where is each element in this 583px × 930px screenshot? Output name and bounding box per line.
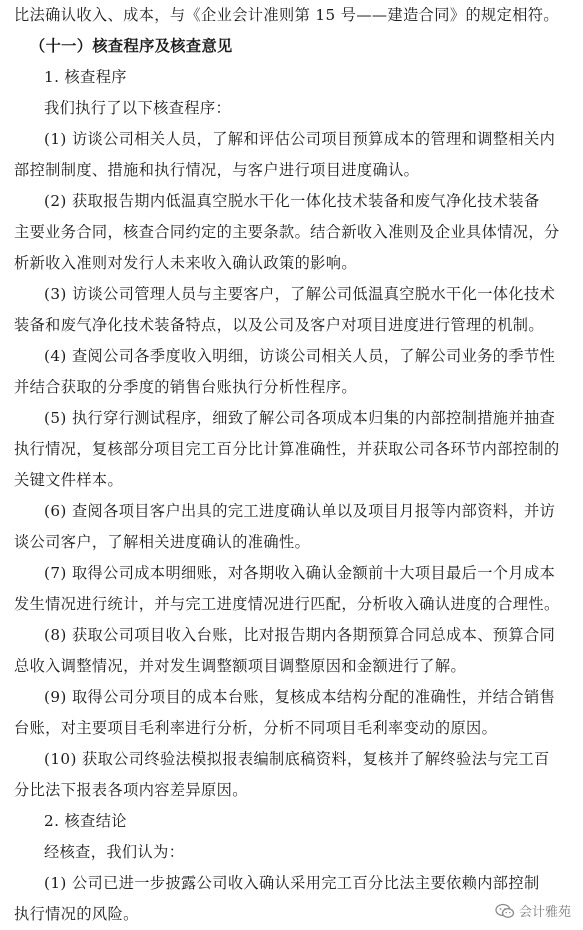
paragraph-line: (6) 查阅各项目客户出具的完工进度确认单以及项目月报等内部资料，并访 — [44, 502, 556, 520]
paragraph-line: (7) 取得公司成本明细账，对各期收入确认金额前十大项目最后一个月成本 — [44, 564, 556, 582]
subsection-heading: 1. 核查程序 — [44, 68, 127, 86]
watermark-text: 会计雅苑 — [518, 905, 571, 920]
paragraph-line: 并结合获取的分季度的销售台账执行分析性程序。 — [14, 378, 357, 396]
paragraph-line: 关键文件样本。 — [14, 471, 124, 489]
paragraph-line: 发生情况进行统计，并与完工进度情况进行匹配，分析收入确认进度的合理性。 — [14, 595, 560, 613]
paragraph-line: (1) 访谈公司相关人员，了解和评估公司项目预算成本的管理和调整相关内 — [44, 130, 556, 148]
paragraph-line: 台账，对主要项目毛利率进行分析，分析不同项目毛利率变动的原因。 — [14, 719, 498, 737]
paragraph-line: 装备和废气净化技术装备特点，以及公司及客户对项目进度进行管理的机制。 — [14, 316, 544, 334]
text-line: 我们执行了以下核查程序： — [44, 99, 232, 117]
paragraph-line: (9) 取得公司分项目的成本台账，复核成本结构分配的准确性，并结合销售 — [44, 688, 556, 706]
section-heading: （十一）核查程序及核查意见 — [30, 37, 233, 55]
wechat-icon — [495, 903, 515, 919]
paragraph-line: (4) 查阅公司各季度收入明细，访谈公司相关人员，了解公司业务的季节性 — [44, 347, 556, 365]
text-line: 比法确认收入、成本，与《企业会计准则第 15 号——建造合同》的规定相符。 — [14, 6, 559, 24]
paragraph-line: 总收入调整情况，并对发生调整额项目调整原因和金额进行了解。 — [14, 657, 467, 675]
watermark — [495, 901, 571, 920]
paragraph-line: 部控制制度、措施和执行情况，与客户进行项目进度确认。 — [14, 161, 420, 179]
paragraph-line: 执行情况，复核部分项目完工百分比计算准确性，并获取公司各环节内部控制的 — [14, 440, 560, 458]
paragraph-line: (1) 公司已进一步披露公司收入确认采用完工百分比法主要依赖内部控制 — [44, 874, 540, 892]
paragraph-line: 主要业务合同，核查合同约定的主要条款。结合新收入准则及企业具体情况，分 — [14, 223, 560, 241]
paragraph-line: 执行情况的风险。 — [14, 905, 139, 923]
paragraph-line: (2) 获取报告期内低温真空脱水干化一体化技术装备和废气净化技术装备 — [44, 192, 540, 210]
text-line: 经核查，我们认为： — [44, 843, 185, 861]
paragraph-line: (5) 执行穿行测试程序，细致了解公司各项成本归集的内部控制措施并抽查 — [44, 409, 556, 427]
paragraph-line: 析新收入准则对发行人未来收入确认政策的影响。 — [14, 254, 357, 272]
paragraph-line: 谈公司客户，了解相关进度确认的准确性。 — [14, 533, 311, 551]
paragraph-line: (3) 访谈公司管理人员与主要客户，了解公司低温真空脱水干化一体化技术 — [44, 285, 556, 303]
paragraph-line: (8) 获取公司项目收入台账，比对报告期内各期预算合同总成本、预算合同 — [44, 626, 556, 644]
subsection-heading: 2. 核查结论 — [44, 812, 127, 830]
paragraph-line: (10) 获取公司终验法模拟报表编制底稿资料，复核并了解终验法与完工百 — [44, 750, 550, 768]
paragraph-line: 分比法下报表各项内容差异原因。 — [14, 781, 248, 799]
